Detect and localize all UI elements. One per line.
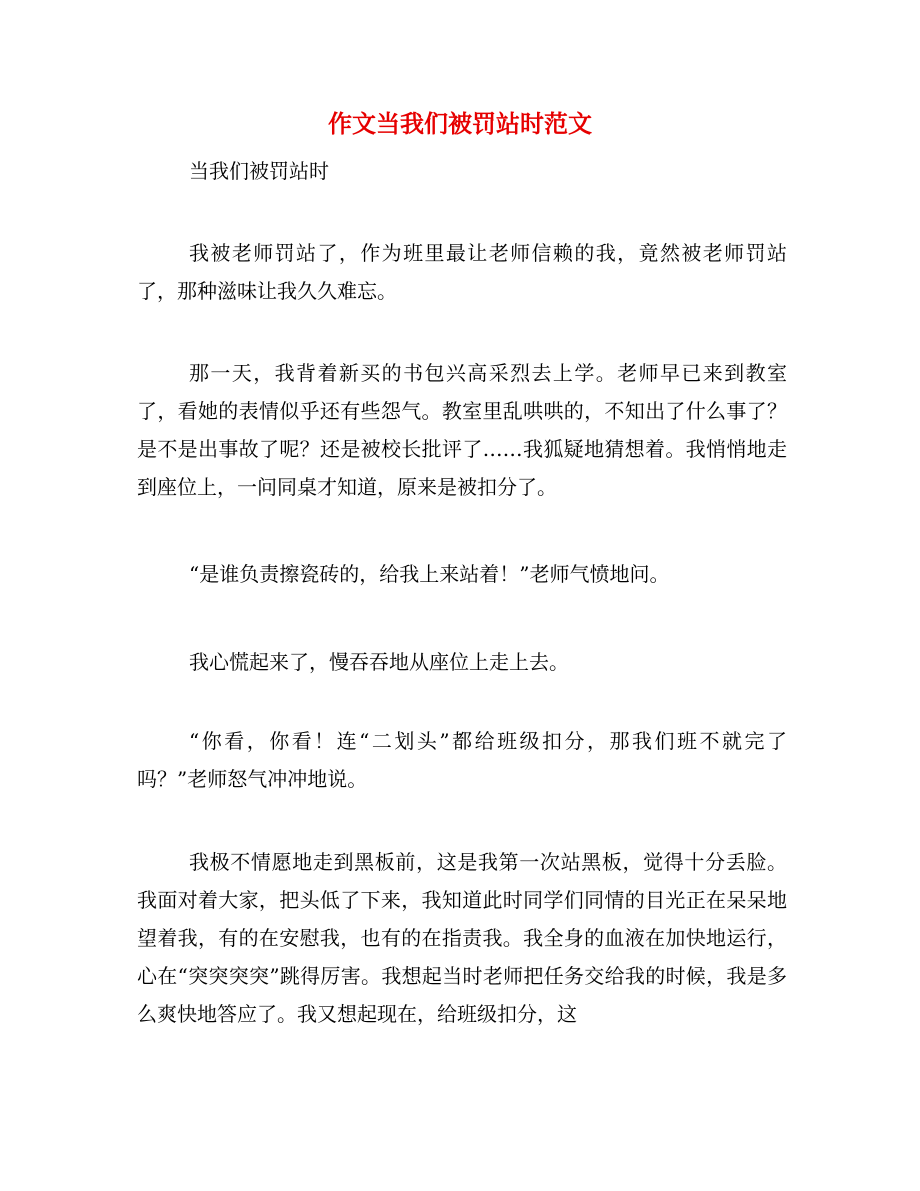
essay-subtitle [137,152,787,190]
paragraph-text: “你看，你看！连“二划头”都给班级扣分，那我们班不就完了吗？”老师怒气冲冲地说。 [137,729,787,791]
paragraph-text: 我心慌起来了，慢吞吞地从座位上走上去。 [189,650,569,674]
paragraph-4 [137,643,787,681]
paragraph-1 [137,234,787,310]
paragraph-text: “是谁负责擦瓷砖的，给我上来站着！”老师气愤地问。 [189,562,670,586]
subtitle-text: 当我们被罚站时 [189,159,329,183]
paragraph-text: 我被老师罚站了，作为班里最让老师信赖的我，竟然被老师罚站了，那种滋味让我久久难忘。 [137,241,787,303]
paragraph-5 [137,722,787,798]
document-title: 作文当我们被罚站时范文 [328,109,592,138]
paragraph-text: 我极不情愿地走到黑板前，这是我第一次站黑板，觉得十分丢脸。我面对着大家，把头低了下来，我知道此时同学们同情的目光正在呆呆地望着我，有的在安慰我，也有的在指责我。我全身的血液在加快地运行，心在“突突突突”跳得厉害。我想起当时老师把任务交给我的时候，我是多么爽快地答应了。我又想起现在，给班级扣分，这 [137,850,787,1026]
paragraph-2 [137,354,787,506]
paragraph-3 [137,555,787,593]
paragraph-text: 那一天，我背着新买的书包兴高采烈去上学。老师早已来到教室了，看她的表情似乎还有些怨气。教室里乱哄哄的，不知出了什么事了？是不是出事故了呢？还是被校长批评了……我狐疑地猜想着。我悄悄地走到座位上，一问同桌才知道，原来是被扣分了。 [137,361,787,499]
paragraph-6 [137,843,787,1033]
